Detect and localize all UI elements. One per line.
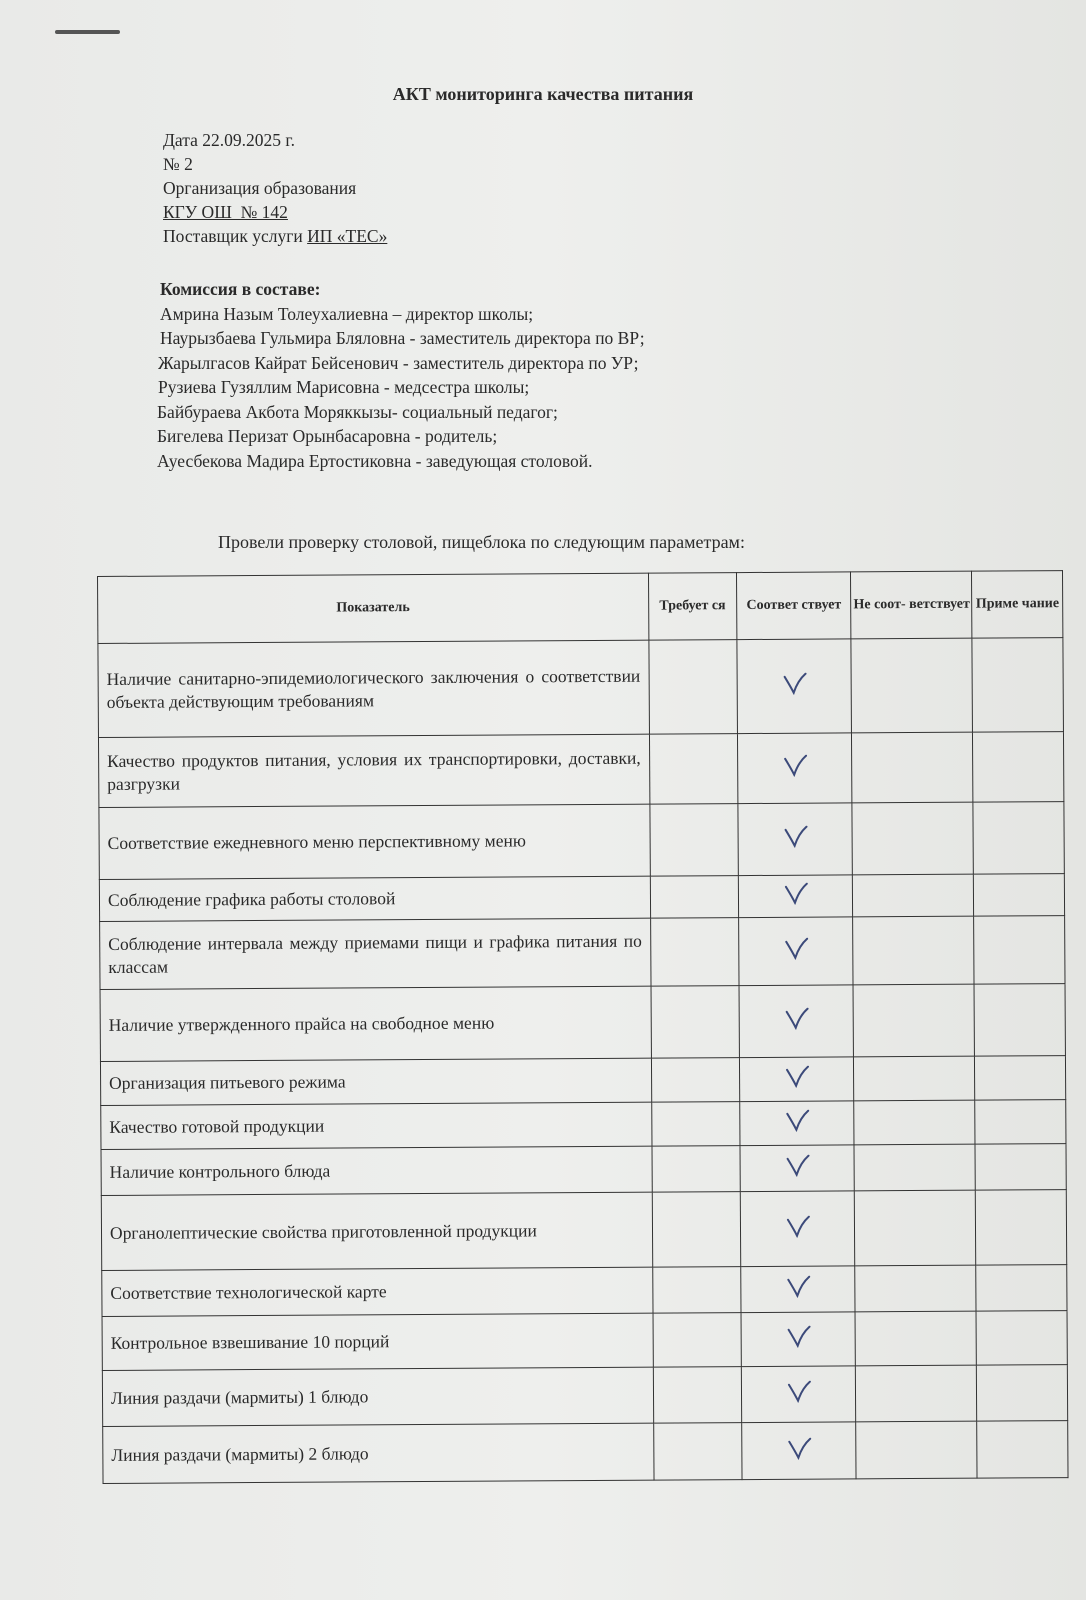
complies-cell (742, 1422, 857, 1480)
indicator-cell: Наличие утвержденного прайса на свободное меню (100, 986, 651, 1061)
org-label: Организация образования (163, 178, 357, 198)
indicator-cell: Соблюдение интервала между приемами пищи и графика питания по классам (100, 918, 651, 989)
commission-heading: Комиссия в составе: (160, 279, 321, 299)
complies-cell (739, 917, 854, 986)
supplier-line (163, 224, 387, 248)
checkmark-icon (785, 1066, 809, 1088)
table-row (103, 1421, 1068, 1484)
col-not-complies: Не соот- ветствует (851, 571, 972, 639)
supplier-label: Поставщик услуги (163, 226, 308, 246)
col-required: Требует ся (648, 573, 737, 641)
checkmark-icon (782, 673, 806, 695)
commission-member: Рузиева Гузяллим Марисовна - медсестра школы; (158, 377, 530, 397)
required-cell (652, 1192, 741, 1268)
not-complies-cell (855, 1265, 976, 1312)
note-cell (974, 916, 1065, 985)
table-row (102, 1365, 1067, 1427)
indicator-cell: Соответствие ежедневного меню перспективному меню (99, 804, 650, 879)
required-cell (652, 1146, 741, 1193)
complies-cell (741, 1266, 856, 1313)
table-row (101, 1100, 1066, 1150)
not-complies-cell (853, 984, 974, 1057)
checkmark-icon (784, 938, 808, 960)
checkmark-icon (785, 1155, 809, 1177)
required-cell (649, 640, 738, 735)
not-complies-cell (855, 1311, 976, 1366)
indicator-cell: Линия раздачи (мармиты) 1 блюдо (102, 1367, 653, 1426)
required-cell (650, 918, 739, 987)
note-cell (976, 1190, 1067, 1266)
note-cell (976, 1311, 1067, 1366)
complies-cell (740, 1191, 855, 1267)
commission-section (157, 277, 645, 473)
checkmark-icon (787, 1381, 811, 1403)
act-number: № 2 (163, 154, 193, 174)
complies-cell (739, 985, 854, 1058)
note-cell (977, 1365, 1068, 1422)
note-cell (975, 1100, 1066, 1145)
not-complies-cell (851, 638, 973, 733)
not-complies-cell (854, 1144, 975, 1191)
indicator-cell: Наличие контрольного блюда (101, 1146, 652, 1195)
indicator-cell: Наличие санитарно-эпидемиологического заключения о соответствии объекта действующим требованиям (98, 640, 649, 737)
paper-clip-mark (55, 30, 120, 34)
note-cell (975, 1056, 1066, 1101)
note-cell (977, 1421, 1068, 1479)
col-complies: Соответ ствует (736, 572, 851, 640)
required-cell (653, 1423, 742, 1481)
complies-cell (737, 639, 852, 734)
org-name: КГУ ОШ № 142 (163, 202, 288, 222)
commission-member: Ауесбекова Мадира Ертостиковна - заведующая столовой. (157, 450, 593, 471)
indicator-cell: Качество продуктов питания, условия их транспортировки, доставки, разгрузки (98, 734, 649, 807)
complies-cell (737, 733, 852, 804)
table-row (98, 638, 1064, 738)
note-cell (973, 802, 1064, 875)
complies-cell (738, 875, 853, 918)
required-cell (649, 734, 738, 805)
required-cell (651, 1102, 740, 1147)
complies-cell (741, 1312, 856, 1367)
table-row (100, 916, 1065, 990)
commission-member: Бигелева Перизат Орынбасаровна - родитель; (157, 426, 498, 446)
supplier-name: ИП «ТЕС» (307, 226, 388, 246)
col-note: Приме чание (972, 571, 1063, 639)
checkmark-icon (786, 1326, 810, 1348)
note-cell (973, 732, 1064, 803)
commission-member: Жарылгасов Кайрат Бейсенович - заместитель директора по УР; (158, 352, 639, 373)
date: Дата 22.09.2025 г. (163, 130, 295, 150)
checkmark-icon (786, 1215, 810, 1237)
table-row (99, 802, 1064, 880)
note-cell (976, 1265, 1067, 1312)
commission-member: Наурызбаева Гульмира Бляловна - заместитель директора по ВР; (160, 328, 645, 348)
required-cell (650, 804, 739, 877)
document-title: АКТ мониторинга качества питания (392, 84, 694, 104)
not-complies-cell (852, 732, 973, 803)
not-complies-cell (856, 1365, 977, 1422)
indicator-cell: Линия раздачи (мармиты) 2 блюдо (103, 1423, 654, 1483)
col-indicator: Показатель (98, 573, 649, 643)
checkmark-icon (783, 826, 807, 848)
checkmark-icon (784, 883, 808, 905)
intro-text: Провели проверку столовой, пищеблока по следующим параметрам: (218, 532, 745, 552)
note-cell (974, 984, 1065, 1057)
note-cell (974, 874, 1065, 917)
table-row (100, 984, 1065, 1062)
not-complies-cell (852, 802, 973, 875)
table-row (101, 1190, 1066, 1271)
table-row (101, 1144, 1066, 1196)
checkmark-icon (785, 1110, 809, 1132)
not-complies-cell (853, 874, 974, 917)
complies-cell (739, 1057, 854, 1102)
table-row (102, 1311, 1067, 1371)
not-complies-cell (856, 1421, 977, 1479)
checkmark-icon (787, 1437, 811, 1459)
indicator-cell: Соблюдение графика работы столовой (99, 876, 650, 921)
complies-cell (738, 803, 853, 876)
commission-member: Байбураева Акбота Моряккызы- социальный педагог; (157, 401, 558, 422)
checkmark-icon (786, 1276, 810, 1298)
required-cell (652, 1267, 741, 1314)
document-header (163, 128, 387, 248)
indicator-cell: Контрольное взвешивание 10 порций (102, 1313, 653, 1370)
not-complies-cell (853, 916, 974, 985)
indicator-cell: Качество готовой продукции (101, 1102, 652, 1149)
note-cell (972, 638, 1063, 733)
required-cell (651, 1058, 740, 1103)
table-row (98, 732, 1063, 808)
indicator-cell: Организация питьевого режима (100, 1058, 651, 1105)
required-cell (650, 876, 739, 919)
note-cell (975, 1144, 1066, 1191)
required-cell (653, 1367, 742, 1424)
complies-cell (741, 1366, 856, 1423)
not-complies-cell (854, 1056, 975, 1101)
not-complies-cell (855, 1190, 976, 1266)
complies-cell (740, 1101, 855, 1146)
not-complies-cell (854, 1100, 975, 1145)
table-row (99, 874, 1064, 922)
required-cell (653, 1313, 742, 1368)
required-cell (651, 986, 740, 1059)
monitoring-table (97, 570, 1069, 1484)
indicator-cell: Органолептические свойства приготовленной продукции (101, 1192, 652, 1270)
checkmark-icon (784, 1008, 808, 1030)
table-row (102, 1265, 1067, 1317)
table-row (100, 1056, 1065, 1106)
checkmark-icon (783, 755, 807, 777)
indicator-cell: Соответствие технологической карте (102, 1267, 653, 1316)
table-header-row (98, 571, 1063, 644)
commission-member: Амрина Назым Толеухалиевна – директор школы; (160, 303, 534, 324)
complies-cell (740, 1145, 855, 1192)
